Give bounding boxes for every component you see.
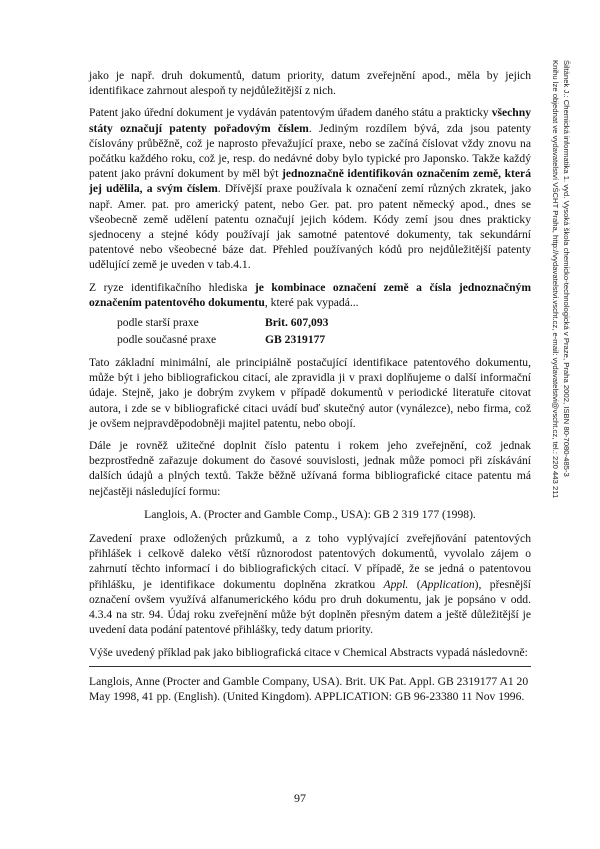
- paragraph-2: [89, 105, 531, 272]
- bold-run: je kombinace označení země a čísla jednoznačným označením patentového dokumentu: [89, 280, 531, 309]
- page-body: [89, 68, 531, 704]
- example-row: [117, 331, 531, 348]
- italic-run: Appl.: [383, 577, 409, 591]
- paragraph-7: Výše uvedený příklad pak jako bibliografická citace v Chemical Abstracts vypadá následovně:: [89, 645, 528, 659]
- paragraph-1: jako je např. druh dokumentů, datum priority, datum zveřejnění apod., měla by jejich identifikace zahrnout alespoň ty nejdůležitější z nich.: [89, 69, 531, 98]
- text-run: . Jediným rozdílem bývá, zda jsou patenty číslovány průběžně, což je naprosto převažující praxe, nebo se začíná číslovat vždy znovu na počátku každého roku, což je, resp. do nedávné doby bylo typické pro Japonsko. Takže každý patent jako právní dokument by měl být: [89, 121, 532, 181]
- sidebar-note: [535, 60, 575, 640]
- example-value: Brit. 607,093: [265, 315, 329, 329]
- sidebar-text: [550, 60, 571, 640]
- example-value: GB 2319177: [265, 332, 326, 346]
- text-run: Z ryze identifikačního hlediska: [89, 280, 255, 294]
- paragraph-4: Tato základní minimální, ale principiálně postačující identifikace patentového dokumentu, může být i jeho bibliografickou citací, ale zpravidla ji v praxi doplňujeme o další informační údaje. Stejně, jako je dobrým zvykem v případě dokumentů v periodické literatuře citovat autora, i zde se v bibliografické citaci uvádí buď skutečný autor (vynálezce), nebo firma, což je ovšem nejpravděpodobněji majitel patentu, nebo obojí.: [89, 356, 531, 430]
- page-number: 97: [294, 791, 306, 805]
- text-run: (: [408, 577, 421, 591]
- divider: [89, 666, 531, 667]
- example-label: podle starší praxe: [117, 315, 199, 329]
- ca-citation: Langlois, Anne (Procter and Gamble Company, USA). Brit. UK Pat. Appl. GB 2319177 A1 20 May 1998, 41 pp. (English). (United Kingdom). APPLICATION: GB 96-23380 11 Nov 1996.: [89, 674, 529, 703]
- paragraph-5: Dále je rovněž užitečné doplnit číslo patentu i rokem jeho zveřejnění, což jednak bezprostředně zařazuje dokument do časové souvislosti, jednak může pomoci při získávání dalších údajů a plných textů. Takže běžně užívaná forma bibliografické citace patentu má nejčastěji následující formu:: [89, 439, 531, 498]
- bold-run: všechny státy označují patenty pořadovým číslem: [89, 106, 531, 135]
- identification-examples: [117, 314, 531, 348]
- example-label: podle současné praxe: [117, 332, 217, 346]
- text-run: ), přesnější označení ovšem využívá alfanumerického kódu pro druh dokumentu, jak je popsáno v odd. 4.3.4 na str. 94. Údaj roku zveřejnění může být doplněn přesným datem a ještě důležitější je uvedení data podání patentové přihlášky, tedy datum priority.: [89, 577, 532, 637]
- text-run: . Dřívější praxe používala k označení zemí různých zkratek, jako např. Amer. pat. pro americký patent, nebo Ger. pat. pro patent německý apod., dnes se všeobecně země udělení patentu označují jejich kódem. Kódy zemí jsou dnes prakticky sjednoceny a stejné kódy používají jak samotné patentové dokumenty, tak sekundární patentové nebo všeobecné báze dat. Přehled používaných kódů pro nejdůležitější patenty udělující země je uveden v tab.4.1.: [89, 182, 531, 272]
- text-run: Zavedení praxe odložených průzkumů, a z toho vyplývající zveřejňování patentových přihlášek i celkově daleko větší různorodost patentových dokumentů, vyvolalo zájem o zahrnutí těchto informací i do bibliografických citací. V případě, že se jedná o patentovou přihlášku, je identifikace dokumentu doplněna zkratkou: [89, 532, 531, 591]
- paragraph-3: [89, 280, 531, 310]
- citation-example: Langlois, A. (Procter and Gamble Comp., USA): GB 2 319 177 (1998).: [144, 507, 476, 521]
- sidebar-line-1: Šiltánek J.: Chemická informatika 1. vyd. Vysoká škola chemicko-technologická v Praze, Praha 2002, ISBN 80-7080-485-3: [562, 60, 571, 477]
- text-run: Patent jako úřední dokument je vydáván patentovým úřadem daného státu a prakticky: [89, 106, 492, 120]
- example-row: [117, 314, 531, 331]
- italic-run: Application: [420, 577, 475, 591]
- bold-run: jednoznačně identifikován označením země, která jej udělila, a svým číslem: [89, 167, 532, 196]
- sidebar-line-2: Knihu lze objednat ve vydavatelství VŠCHT Praha, http://vydavatelstvi.vscht.cz, e-mail: vydavatelstvi@vscht.cz, tel.: 220 443 211: [551, 60, 561, 499]
- paragraph-6: [89, 531, 531, 637]
- text-run: , které pak vypadá...: [264, 295, 359, 309]
